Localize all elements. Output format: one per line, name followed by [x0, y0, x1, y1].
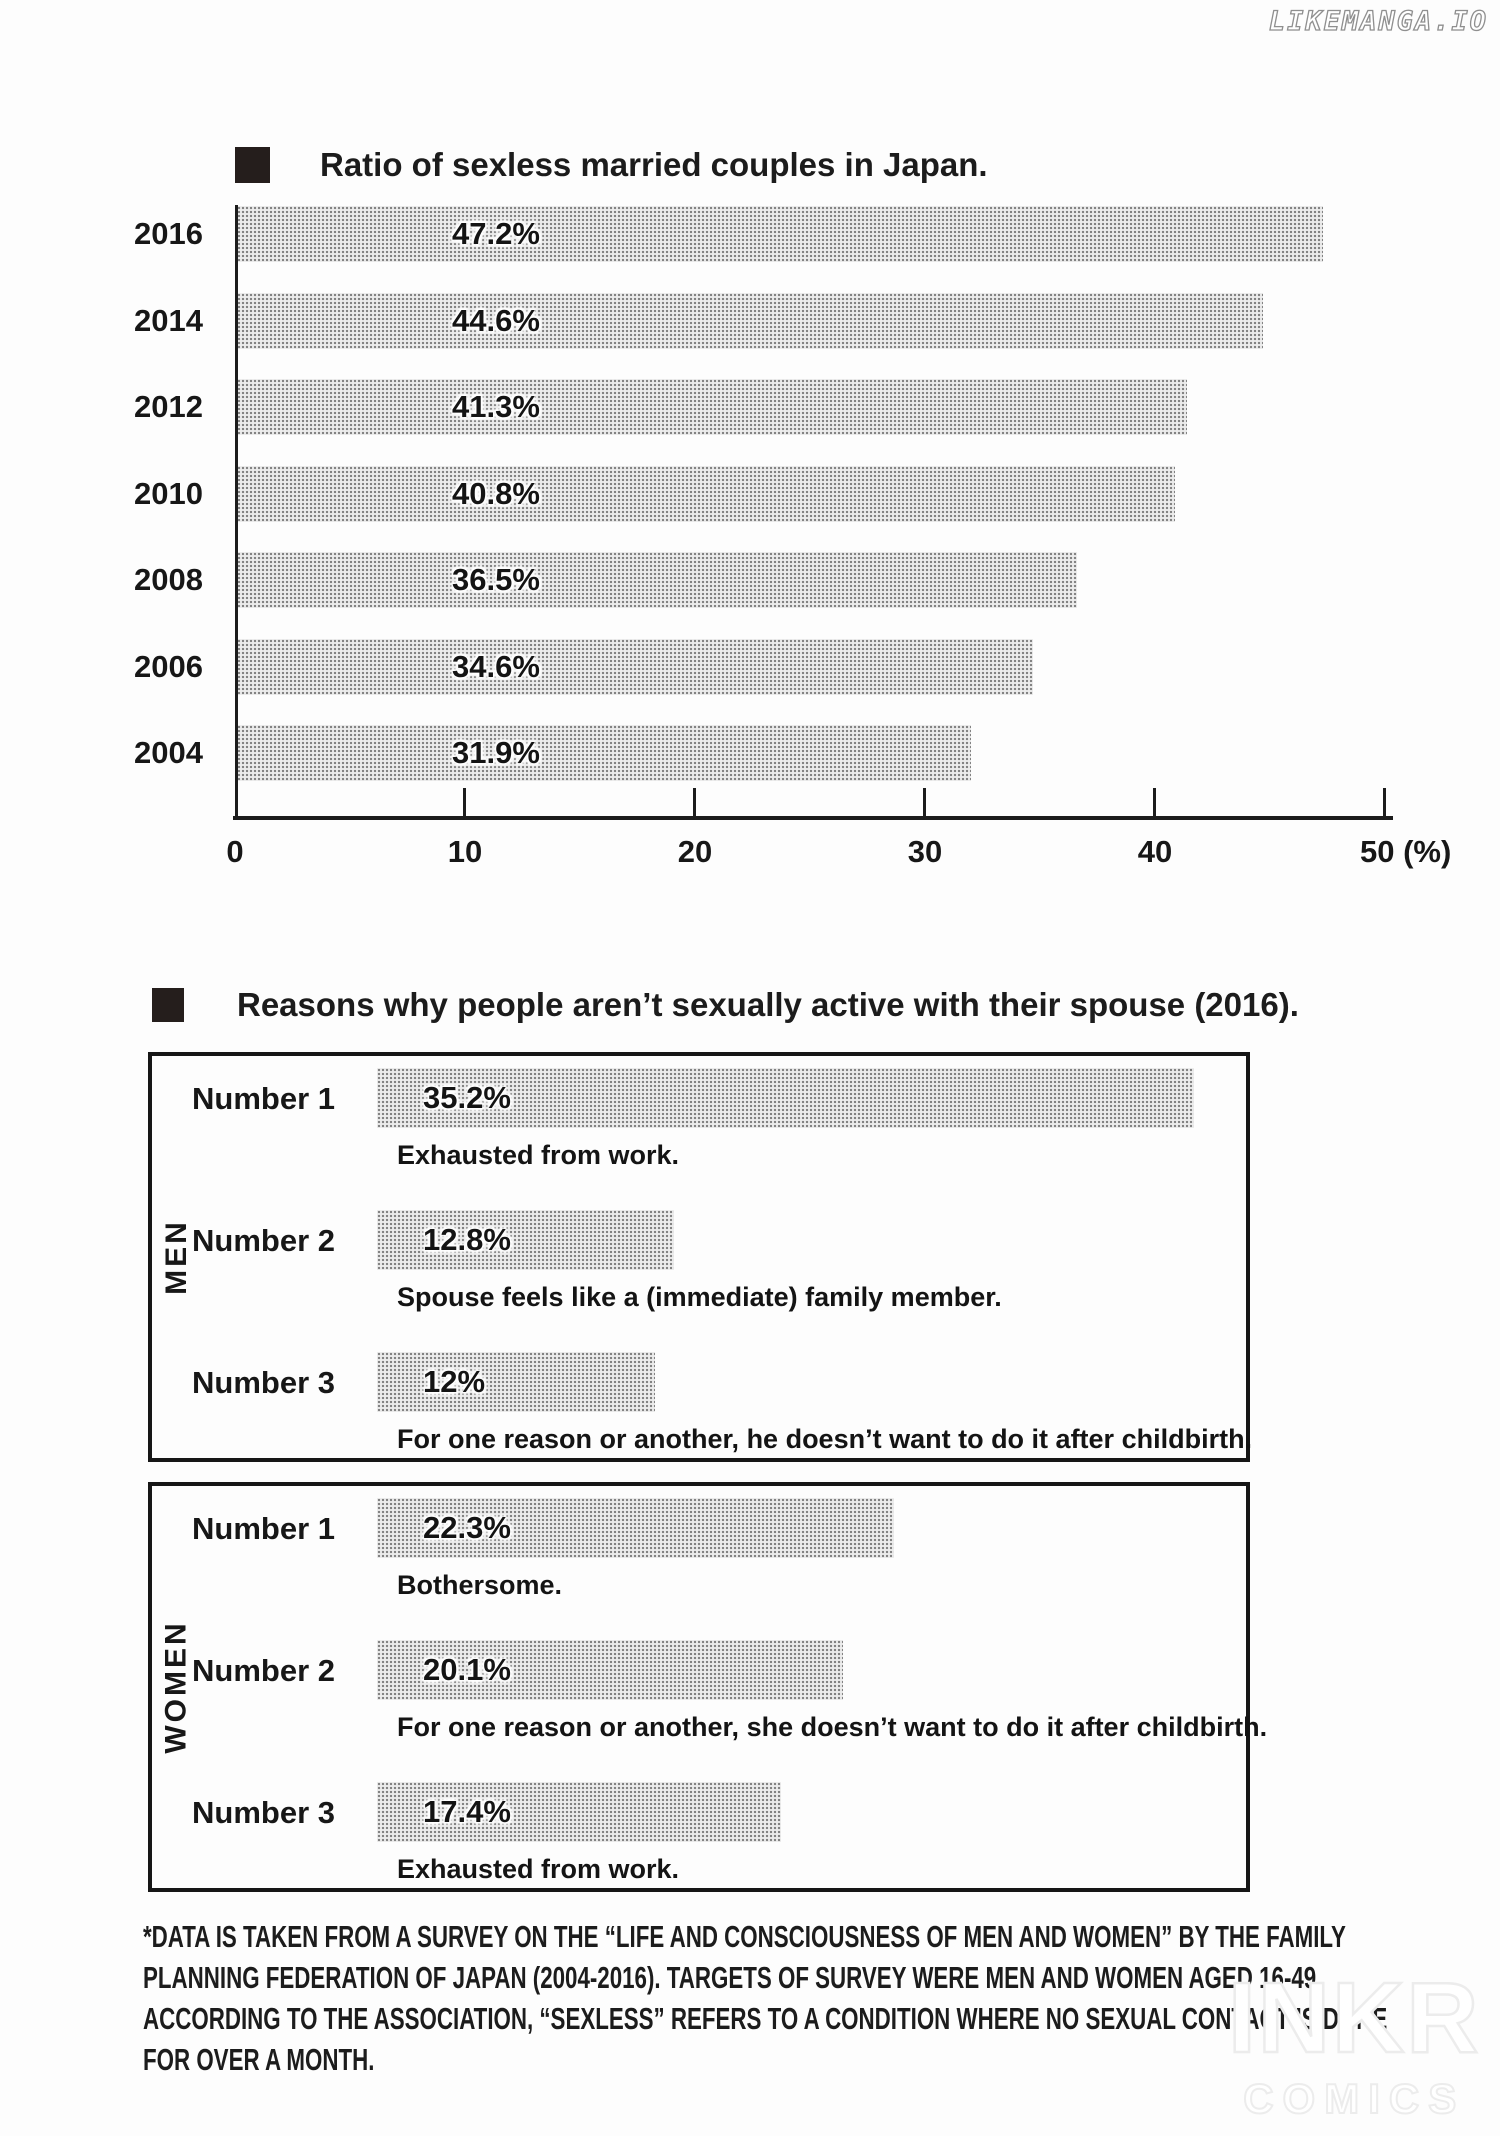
bar-2006 [237, 639, 1033, 695]
bar-value-label: 12.8% [423, 1222, 511, 1257]
reason-text: Bothersome. [397, 1570, 563, 1600]
year-label: 2016 [134, 216, 203, 251]
y-axis-line [235, 205, 238, 820]
site-watermark: LIKEMANGA.IO [1268, 6, 1488, 37]
rank-label: Number 3 [192, 1795, 335, 1830]
men-group-label: MEN [160, 1219, 194, 1295]
bar-value-label: 36.5% [452, 562, 540, 597]
x-tick-10 [463, 788, 466, 816]
x-tick-40 [1153, 788, 1156, 816]
chart2-title-row [152, 986, 1299, 1024]
men-bar-2 [377, 1210, 674, 1270]
publisher-watermark-sub: COMICS [1243, 2075, 1466, 2122]
year-label: 2008 [134, 562, 203, 597]
women-bar-3 [377, 1782, 781, 1842]
rank-label: Number 1 [192, 1511, 335, 1546]
bar-value-label: 20.1% [423, 1652, 511, 1687]
footnote-line: PLANNING FEDERATION OF JAPAN (2004-2016). TARGETS OF SURVEY WERE MEN AND WOMEN AGED 16-49. [143, 1960, 1323, 1995]
bar-value-label: 34.6% [452, 649, 540, 684]
year-label: 2010 [134, 476, 203, 511]
publisher-watermark-name: INKR [1228, 1962, 1481, 2074]
rank-label: Number 3 [192, 1365, 335, 1400]
chart1-title: Ratio of sexless married couples in Japan. [320, 146, 988, 183]
x-tick-30 [923, 788, 926, 816]
bar-2004 [237, 725, 971, 781]
bar-value-label: 31.9% [452, 735, 540, 770]
bar-value-label: 22.3% [423, 1510, 511, 1545]
rank-label: Number 1 [192, 1081, 335, 1116]
title-bullet-square-icon [235, 147, 270, 183]
rank-label: Number 2 [192, 1223, 335, 1258]
chart1-title-row [235, 146, 988, 184]
reason-text: Spouse feels like a (immediate) family member. [397, 1282, 1002, 1312]
men-bar-1 [377, 1068, 1194, 1128]
bar-value-label: 41.3% [452, 389, 540, 424]
women-group-box [148, 1482, 1268, 1892]
year-label: 2006 [134, 649, 203, 684]
men-group-box [148, 1052, 1253, 1462]
men-bar-3 [377, 1352, 655, 1412]
bar-2014 [237, 293, 1263, 349]
reason-text: Exhausted from work. [397, 1140, 680, 1170]
bar-value-label: 17.4% [423, 1794, 511, 1829]
women-bar-1 [377, 1498, 894, 1558]
x-tick-label-40: 40 [1137, 834, 1173, 869]
x-tick-label-30: 30 [907, 834, 943, 869]
year-label: 2012 [134, 389, 203, 424]
bar-2016 [237, 206, 1323, 262]
x-tick-label-0: 0 [226, 834, 244, 869]
bar-value-label: 35.2% [423, 1080, 511, 1115]
year-label: 2004 [134, 735, 203, 770]
women-bar-2 [377, 1640, 843, 1700]
x-tick-20 [693, 788, 696, 816]
bar-2010 [237, 466, 1175, 522]
bar-value-label: 12% [423, 1364, 486, 1399]
bar-value-label: 47.2% [452, 216, 540, 251]
x-tick-label-20: 20 [677, 834, 713, 869]
rank-label: Number 2 [192, 1653, 335, 1688]
chart2-title: Reasons why people aren’t sexually active with their spouse (2016). [237, 986, 1299, 1023]
year-label: 2014 [134, 303, 203, 338]
bar-value-label: 44.6% [452, 303, 540, 338]
footnote-line: ACCORDING TO THE ASSOCIATION, “SEXLESS” REFERS TO A CONDITION WHERE NO SEXUAL CONTACT IS DONE [143, 2001, 1388, 2036]
footnote-line: *DATA IS TAKEN FROM A SURVEY ON THE “LIFE AND CONSCIOUSNESS OF MEN AND WOMEN” BY THE FAMILY [143, 1919, 1346, 1954]
publisher-watermark [1228, 1962, 1481, 2122]
reason-text: For one reason or another, he doesn’t want to do it after childbirth. [397, 1424, 1253, 1454]
x-axis-line [233, 816, 1393, 820]
x-tick-label-10: 10 [447, 834, 483, 869]
x-tick-50 [1383, 788, 1386, 816]
women-group-label: WOMEN [160, 1620, 194, 1754]
bar-2012 [237, 379, 1187, 435]
reason-text: Exhausted from work. [397, 1854, 680, 1884]
bar-2008 [237, 552, 1077, 608]
footnote-line: FOR OVER A MONTH. [143, 2042, 375, 2077]
title-bullet-square-icon [152, 988, 184, 1022]
x-tick-label-50: 50 (%) [1360, 834, 1452, 869]
bar-value-label: 40.8% [452, 476, 540, 511]
reason-text: For one reason or another, she doesn’t want to do it after childbirth. [397, 1712, 1268, 1742]
